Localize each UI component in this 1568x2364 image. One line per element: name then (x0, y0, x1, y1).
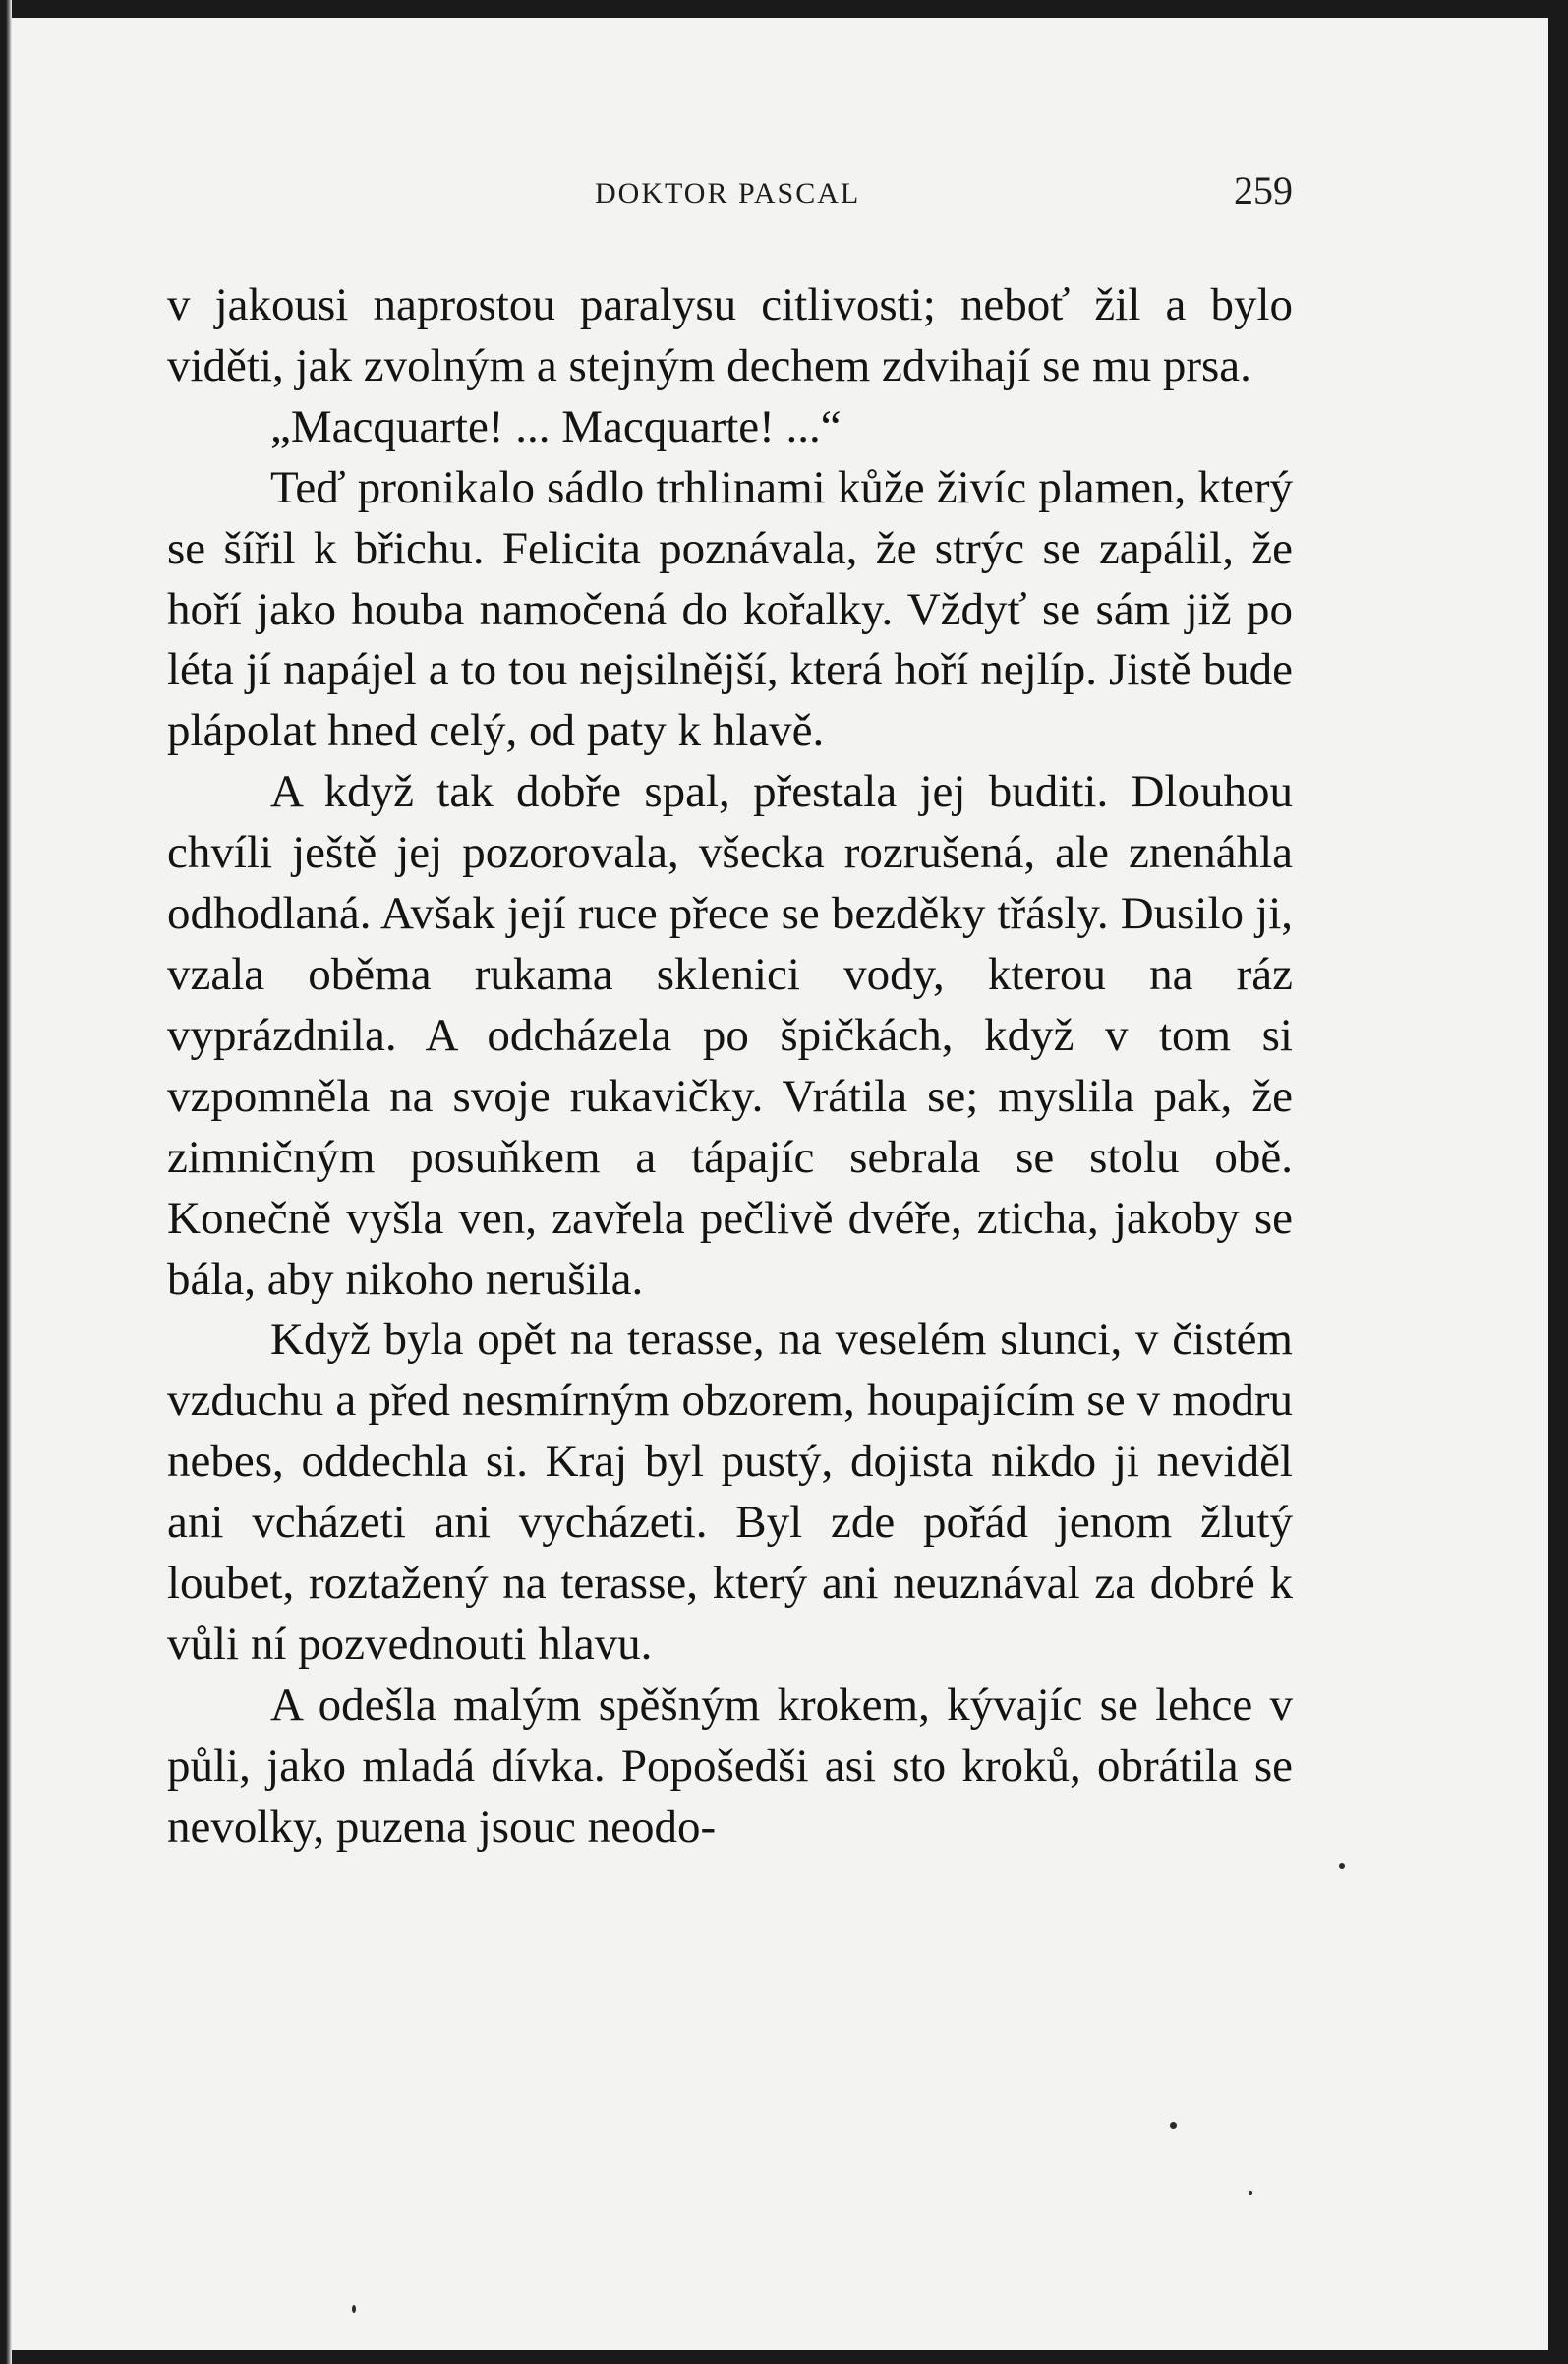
scan-speck (1339, 1863, 1345, 1869)
page-binding-edge (0, 0, 12, 2364)
paragraph: Teď pronikalo sádlo trhlinami kůže živíc plamen, který se šířil k břichu. Felicita poznávala, že strýc se zapálil, že hoří jako houba namočená do kořalky. Vždyť se sám již po léta jí napájel a to tou nejsilnější, která hoří nejlíp. Jistě bude plápolat hned celý, od paty k hlavě. (167, 461, 1293, 757)
scan-speck (352, 2305, 356, 2313)
running-title: DOKTOR PASCAL (595, 177, 861, 209)
paragraph: Když byla opět na terasse, na veselém slunci, v čistém vzduchu a před nesmírným obzorem, houpajícím se v modru nebes, oddechla si. Kraj byl pustý, dojista nikdo ji neviděl ani vcházeti ani vycházeti. Byl zde pořád jenom žlutý loubet, roztažený na terasse, který ani neuznával za dobré k vůli ní pozvednouti hlavu. (167, 1314, 1293, 1670)
paragraph: A když tak dobře spal, přestala jej buditi. Dlouhou chvíli ještě jej pozorovala, všecka rozrušená, ale znenáhla odhodlaná. Avšak její ruce přece se bezděky třásly. Dusilo ji, vzala oběma rukama sklenici vody, kterou na ráz vyprázdnila. A odcházela po špičkách, když v tom si vzpomněla na svoje rukavičky. Vrátila se; myslila pak, že zimničným posuňkem a tápajíc sebrala se stolu obě. Konečně vyšla ven, zavřela pečlivě dvéře, zticha, jakoby se bála, aby nikoho nerušila. (167, 766, 1293, 1305)
running-header (167, 162, 1293, 221)
paragraph: A odešla malým spěšným krokem, kývajíc se lehce v půli, jako mladá dívka. Popošedši asi sto kroků, obrátila se nevolky, puzena jsouc neodo- (167, 1679, 1293, 1853)
paragraph: „Macquarte! ... Macquarte! ...“ (270, 400, 842, 452)
page-number: 259 (1234, 168, 1293, 212)
scan-speck (1249, 2191, 1252, 2195)
paragraph: v jakousi naprostou paralysu citlivosti; neboť žil a bylo viděti, jak zvolným a stejným dechem zdvihají se mu prsa. (167, 279, 1293, 391)
scan-speck (1170, 2122, 1177, 2129)
body-text (167, 275, 1293, 1859)
book-page (167, 162, 1293, 1859)
